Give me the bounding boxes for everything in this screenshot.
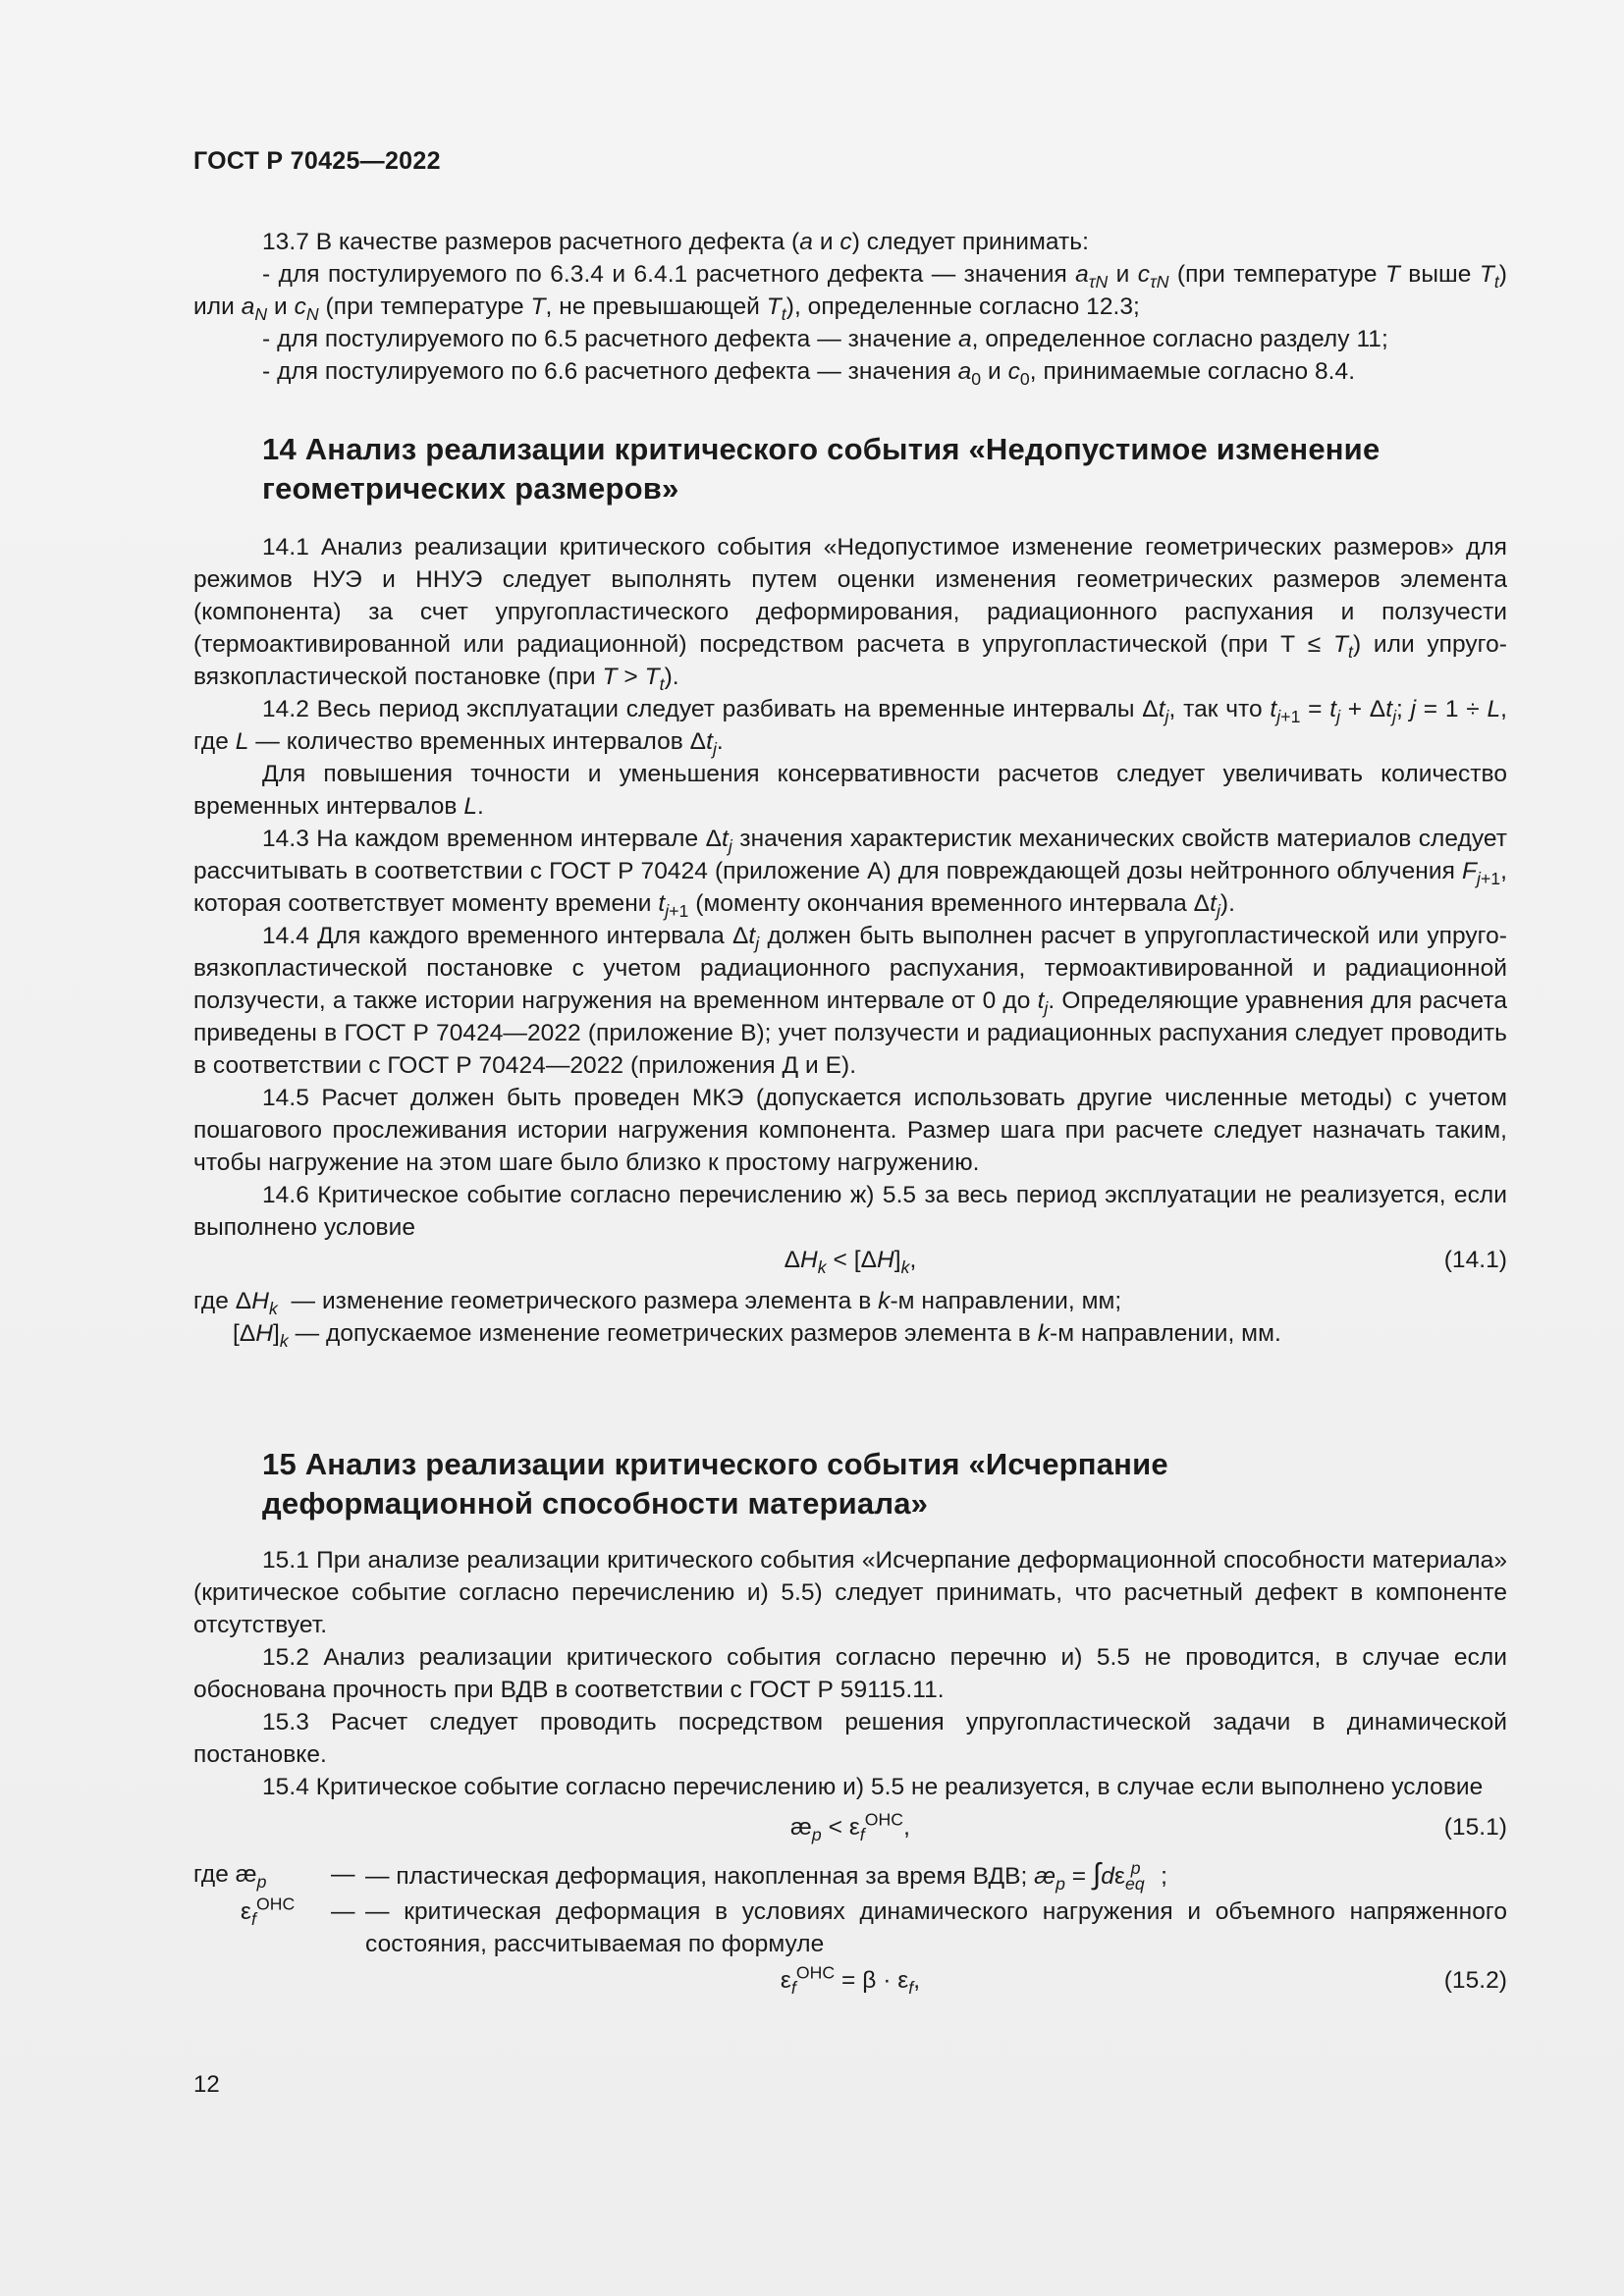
paragraph-14-2: 14.2 Весь период эксплуатации следует разбивать на временные интервалы $\Delta t_j$, так что $t_{j+1} = t_j + \Delta t_j$; j = 1 ÷ L, где L — количество временных интервалов $\Delta t_j$.	[193, 696, 1507, 760]
definition-delta-h: где $\Delta H_k$ — изменение геометрического размера элемента в k-м направлении, мм;	[193, 1288, 1122, 1319]
equation-14-1-formula: $\Delta H_k < [\Delta H]_k$,	[784, 1247, 917, 1278]
equation-15-2-number: (15.2)	[1443, 1967, 1507, 1994]
equation-15-1-definitions	[193, 1858, 1507, 1960]
equation-14-1	[193, 1244, 1507, 1276]
paragraph-14-4: 14.4 Для каждого временного интервала $\Delta t_j$ должен быть выполнен расчет в упругопластической или упруго-вязкопластической постановке с учетом радиационного распухания, термоактивированной и радиационной ползучести, а также истории нагружения на временном интервале от 0 до $t_j$. Определяющие уравнения для расчета приведены в ГОСТ Р 70424—2022 (приложение В); учет ползучести и радиационных распухания следует проводить в соответствии с ГОСТ Р 70424—2022 (приложения Д и Е).	[193, 923, 1508, 1079]
equation-15-2	[193, 1964, 1507, 1997]
section-15-heading: 15 Анализ реализации критического события «Исчерпание деформационной способности материала»	[262, 1447, 1168, 1521]
definition-epsilon-f-ohc: $\varepsilon_f^{ОНС}$ — — критическая деформация в условиях динамического нагружения и объемного напряженного состояния, рассчитываемая по формуле	[241, 1894, 1507, 1957]
paragraph-14-6: 14.6 Критическое событие согласно перечислению ж) 5.5 за весь период эксплуатации не реализуется, если выполнено условие	[193, 1182, 1507, 1241]
list-item-13-7-3: - для постулируемого по 6.6 расчетного дефекта — значения $a_0$ и $c_0$, принимаемые согласно 8.4.	[262, 358, 1356, 390]
equation-14-1-definitions	[193, 1285, 1507, 1350]
section-13-7	[193, 226, 1507, 388]
paragraph-14-2-note: Для повышения точности и уменьшения консервативности расчетов следует увеличивать количество временных интервалов L.	[193, 761, 1507, 820]
list-item-13-7-1: - для постулируемого по 6.3.4 и 6.4.1 расчетного дефекта — значения $a_{\tau N}$ и $c_{\tau N}$ (при температуре T выше $T_t$) или $a_N$ и $c_N$ (при температуре T, не превышающей $T_t$), определенные согласно 12.3;	[193, 261, 1507, 325]
definition-allowed-delta-h: $[\Delta H]_k$ — допускаемое изменение геометрических размеров элемента в k-м направлении, мм.	[233, 1320, 1281, 1352]
list-item-13-7-2: - для постулируемого по 6.5 расчетного дефекта — значение a, определенное согласно разделу 11;	[262, 326, 1388, 352]
paragraph-15-3: 15.3 Расчет следует проводить посредством решения упругопластической задачи в динамической постановке.	[193, 1709, 1507, 1768]
paragraph-15-2: 15.2 Анализ реализации критического события согласно перечню и) 5.5 не проводится, в случае если обоснована прочность при ВДВ в соответствии с ГОСТ Р 59115.11.	[193, 1644, 1507, 1703]
page-header: ГОСТ Р 70425—2022	[193, 147, 441, 175]
paragraph-15-1: 15.1 При анализе реализации критического события «Исчерпание деформационной способности материала» (критическое событие согласно перечислению и) 5.5) следует принимать, что расчетный дефект в компоненте отсутствует.	[193, 1547, 1507, 1638]
equation-15-2-formula: $\varepsilon_f^{ОНС} = \beta \cdot \varepsilon_f$,	[780, 1962, 921, 1999]
equation-15-1-formula: $æ_p < \varepsilon_f^{ОНС}$,	[790, 1809, 910, 1845]
paragraph-14-5: 14.5 Расчет должен быть проведен МКЭ (допускается использовать другие численные методы) с учетом пошагового прослеживания истории нагружения компонента. Размер шага при расчете следует назначать таким, чтобы нагружение на этом шаге было близко к простому нагружению.	[193, 1085, 1507, 1176]
paragraph-15-4: 15.4 Критическое событие согласно перечислению и) 5.5 не реализуется, в случае если выполнено условие	[262, 1774, 1484, 1800]
section-14-title	[193, 430, 1507, 508]
definition-ae-p: где $æ_p$ — — пластическая деформация, накопленная за время ВДВ; $æ_p = \int d\varepsilon_{eq}^p$ ;	[193, 1858, 1167, 1895]
paragraph-14-3: 14.3 На каждом временном интервале $\Delta t_j$ значения характеристик механических свойств материалов следует рассчитывать в соответствии с ГОСТ Р 70424 (приложение А) для повреждающей дозы нейтронного облучения $F_{j+1}$, которая соответствует моменту времени $t_{j+1}$ (моменту окончания временного интервала $\Delta t_j$).	[193, 826, 1507, 922]
equation-15-1	[193, 1805, 1507, 1844]
equation-15-1-number: (15.1)	[1443, 1814, 1507, 1841]
paragraph-14-1: 14.1 Анализ реализации критического события «Недопустимое изменение геометрических размеров» для режимов НУЭ и ННУЭ следует выполнять путем оценки изменения геометрических размеров элемента (компонента) за счет упругопластического деформирования, радиационного распухания и ползучести (термоактивированной или радиационной) посредством расчета в упругопластической (при $Т \le T_t$) или упруго-вязкопластической постановке (при $T > T_t$).	[193, 534, 1508, 695]
section-15-title	[193, 1445, 1507, 1523]
section-15-body	[193, 1544, 1507, 1997]
section-14-heading: 14 Анализ реализации критического события «Недопустимое изменение геометрических размеров»	[262, 432, 1380, 506]
paragraph-13-7: 13.7 В качестве размеров расчетного дефекта (a и c) следует принимать:	[262, 229, 1089, 255]
equation-14-1-number: (14.1)	[1443, 1247, 1507, 1273]
section-14-body	[193, 531, 1507, 1350]
page-number: 12	[193, 2071, 220, 2098]
